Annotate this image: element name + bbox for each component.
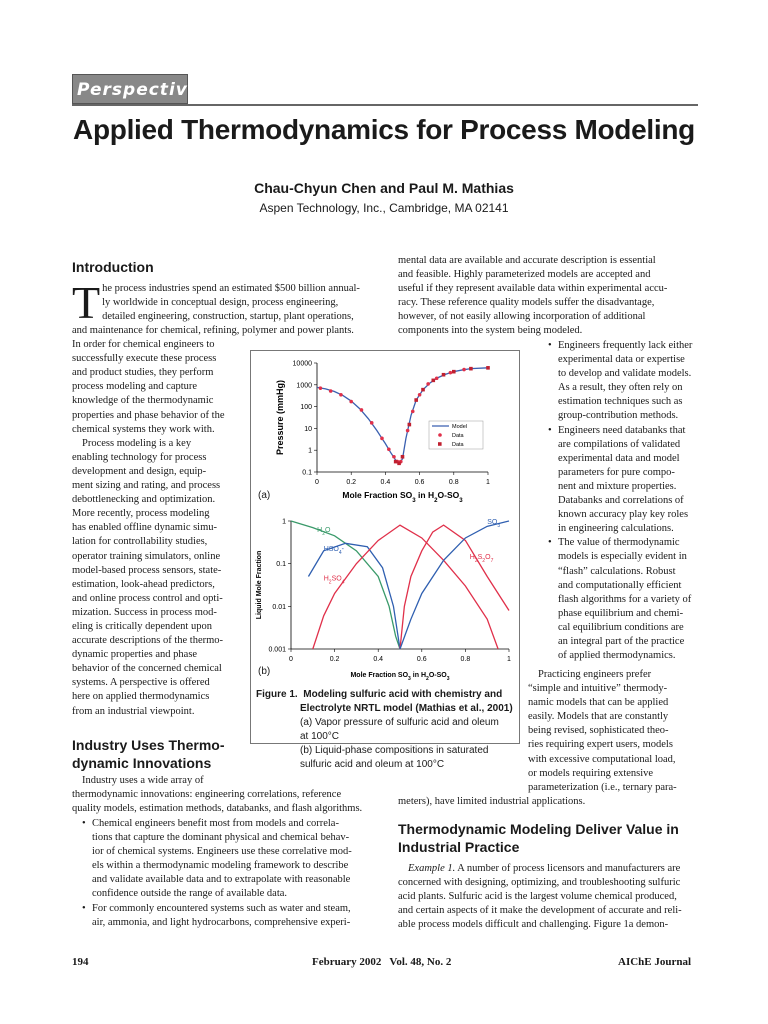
text-line: from an industrial viewpoint.: [72, 705, 195, 717]
text-line: and certain aspects of it make the development of accurate and reli-: [398, 905, 682, 917]
y-tick-label: 1: [282, 518, 286, 526]
text-line: lation for controllability studies,: [72, 536, 208, 548]
caption-title-2: Electrolyte NRTL model (Mathias et al., 2001): [300, 703, 513, 714]
data-point: [486, 366, 490, 370]
data-point: [387, 447, 391, 451]
caption-a-1: (a) Vapor pressure of sulfuric acid and oleum: [300, 717, 499, 728]
data-point: [418, 393, 422, 397]
text-line: cal equilibrium conditions are: [558, 621, 684, 633]
industry-paragraph: [72, 774, 375, 816]
y-tick-label: 0.1: [302, 469, 312, 477]
text-line: Databanks and correlations of: [558, 495, 684, 507]
footer-issue: February 2002 Vol. 48, No. 2: [312, 956, 452, 968]
series-line-h2o: [291, 521, 400, 649]
text-line: chemical systems they work with.: [72, 423, 215, 435]
text-line: accurate descriptions of the thermo-: [72, 635, 224, 647]
text-line: or models requiring extensive: [528, 767, 654, 779]
caption-b-2: sulfuric acid and oleum at 100°C: [300, 759, 445, 770]
text-line: group-contribution methods.: [558, 410, 679, 422]
intro-paragraph: [72, 277, 375, 328]
intro-heading: Introduction: [72, 259, 154, 275]
text-line: quality models, estimation methods, databanks, and flash algorithms.: [72, 803, 363, 815]
text-line: experimental data and model: [558, 452, 680, 464]
text-line: estimation techniques such as: [558, 396, 683, 408]
text-line: knowledge of the thermodynamic: [72, 395, 214, 407]
text-line: operator training simulators, online: [72, 550, 221, 562]
y-axis-label: Liquid Mole Fraction: [256, 550, 263, 620]
text-line: els within a thermodynamic modeling framework to describe: [92, 860, 349, 872]
heading-line: Thermodynamic Modeling Deliver Value in: [398, 821, 679, 837]
text-line: acid plants. Sulfuric acid is the largest volume chemical produced,: [398, 891, 677, 903]
data-point: [449, 371, 453, 375]
series-line-h2so4: [313, 525, 498, 649]
text-line: concerned with designing, optimizing, and troubleshooting sulfuric: [398, 877, 681, 889]
article-affiliation: Aspen Technology, Inc., Cambridge, MA 02141: [259, 201, 509, 215]
text-line: to develop and validate models.: [558, 368, 692, 380]
series-annotation: $HSO_4-$: [323, 545, 345, 556]
data-point: [392, 455, 396, 459]
data-point: [394, 460, 398, 464]
caption-label: Figure 1.: [256, 689, 298, 700]
x-tick-label: 0.2: [346, 479, 357, 486]
x-tick-label: 0.8: [460, 656, 471, 663]
text-line: ment sizing and rating, and process: [72, 480, 221, 492]
text-line: detailed engineering, construction, startup, plant operations,: [102, 311, 354, 323]
text-line: successfully execute these process: [72, 353, 217, 365]
data-point: [329, 389, 333, 393]
text-line: properties and phase behavior of the: [72, 409, 225, 421]
data-point: [431, 379, 435, 383]
text-line: ries requiring expert users, models: [528, 739, 673, 751]
x-tick-label: 0: [289, 656, 293, 663]
x-tick-label: 1: [507, 656, 511, 663]
text-line: and online process control and opti-: [72, 592, 223, 604]
data-point: [339, 393, 343, 397]
bullet-item: [548, 424, 698, 537]
text-line: has enabled offline dynamic simu-: [72, 522, 218, 534]
data-point: [380, 437, 384, 441]
text-line: “flash” calculations. Robust: [558, 565, 676, 577]
industry-bullets: [82, 817, 375, 930]
data-point: [408, 423, 412, 427]
text-line: and validate available data and to extrapolate with reasonable: [92, 874, 351, 886]
y-tick-label: 0.01: [272, 603, 286, 611]
example-label: Example 1.: [408, 863, 456, 874]
bullet-item: [548, 536, 698, 663]
article-title: Applied Thermodynamics for Process Modeling: [73, 114, 695, 145]
chart-a: [275, 361, 490, 504]
data-point: [349, 400, 353, 404]
text-line: being revised, sophisticated theo-: [528, 725, 669, 737]
bullet-item: [548, 339, 698, 424]
text-line: with excessive computational load,: [528, 753, 676, 765]
text-line: ior of chemical systems. Engineers use these correlative mod-: [92, 846, 352, 858]
text-line: mization. Success in process mod-: [72, 606, 217, 618]
text-line: experimental data or expertise: [558, 354, 685, 366]
x-tick-label: 0.4: [380, 479, 391, 486]
bullet-item: [82, 902, 375, 930]
x-tick-label: 0: [315, 479, 319, 486]
text-line: • The value of thermodynamic: [558, 537, 680, 549]
text-line: In order for chemical engineers to: [72, 339, 215, 351]
text-line: [398, 862, 698, 876]
data-point: [319, 386, 323, 390]
text-line: in engineering calculations.: [558, 523, 674, 535]
col2-intro: [398, 254, 698, 339]
y-tick-label: 0.1: [276, 561, 286, 569]
legend-label: Data: [452, 442, 464, 448]
text-line: development and design, equip-: [72, 465, 207, 477]
y-tick-label: 1000: [296, 382, 312, 390]
text-line: namic models that can be applied: [528, 697, 669, 709]
text-line: Practicing engineers prefer: [538, 669, 652, 680]
text-line: behavior of the concerned chemical: [72, 663, 222, 675]
text-line: debottlenecking and optimization.: [72, 494, 216, 506]
perspective-badge: Perspective: [72, 74, 188, 104]
bullet-item: [82, 817, 375, 902]
footer-journal: AIChE Journal: [618, 956, 692, 968]
text-line: process modeling and capture: [72, 381, 198, 393]
col2-bullets: [548, 339, 698, 663]
text-line: flash algorithms for a variety of: [558, 593, 692, 605]
data-point: [435, 376, 439, 380]
text-line: and product studies, they perform: [72, 367, 214, 379]
x-tick-label: 1: [486, 479, 490, 486]
data-point: [421, 388, 425, 392]
text-line: useful if they represent available data within experimental accu-: [398, 283, 668, 295]
example-paragraph: [398, 862, 698, 932]
caption-b-1: (b) Liquid-phase compositions in saturated: [300, 745, 489, 756]
bullet-list: [82, 817, 375, 930]
dropcap: T: [72, 277, 101, 328]
data-point: [442, 373, 446, 377]
x-axis-label: Mole Fraction $SO_3$ in $H_2O-SO_3$: [350, 672, 450, 681]
text-line: parameterization (i.e., ternary para-: [528, 781, 677, 793]
text-line: able process models difficult and challenging. Figure 1a demon-: [398, 919, 669, 931]
data-point: [360, 408, 364, 412]
text-line: an integral part of the practice: [558, 635, 685, 647]
text-line: tions that capture the dominant physical and chemical behav-: [92, 832, 350, 844]
y-tick-label: 1: [308, 447, 312, 455]
text-line: estimation, look-ahead predictors,: [72, 578, 215, 590]
chart-b: [256, 519, 511, 682]
caption-title-1: Modeling sulfuric acid with chemistry and: [303, 689, 503, 700]
text-line: components into the system being modeled.: [398, 325, 583, 337]
series-annotation: $H_2S_2O_7$: [469, 553, 494, 564]
value-heading: [398, 820, 679, 856]
heading-line: Industrial Practice: [398, 839, 520, 855]
series-line-h2s2o7: [400, 525, 509, 649]
x-tick-label: 0.8: [448, 479, 459, 486]
text-fragment: A number of process licensors and manufacturers are: [455, 863, 681, 874]
text-line: of applied thermodynamics.: [558, 650, 676, 662]
text-line: and computationally efficient: [558, 579, 682, 591]
article-authors: Chau-Chyun Chen and Paul M. Mathias: [254, 180, 514, 196]
legend-label: Data: [452, 433, 464, 439]
text-line: eling is critically dependent upon: [72, 620, 212, 632]
text-line: are compilations of validated: [558, 438, 681, 450]
text-line: dynamic properties and phase: [72, 649, 198, 661]
panel-b-label: (b): [258, 666, 271, 677]
data-point: [414, 398, 418, 402]
figure-caption: [256, 688, 514, 772]
text-line: easily. Models that are constantly: [528, 711, 669, 723]
text-line: As a result, they often rely on: [558, 382, 683, 394]
text-line: and maintenance for chemical, refining, polymer and power plants.: [72, 325, 354, 336]
caption-a-2: at 100°C: [300, 731, 340, 742]
bullet-list: [548, 339, 698, 663]
text-line: More recently, process modeling: [72, 508, 210, 520]
text-line: confidence outside the range of available data.: [92, 888, 288, 900]
x-tick-label: 0.6: [416, 656, 427, 663]
heading-line: Industry Uses Thermo-: [72, 737, 225, 753]
text-line: model-based process sensors, state-: [72, 564, 222, 576]
legend: [429, 421, 483, 449]
text-line: • Chemical engineers benefit most from models and correla-: [92, 818, 339, 829]
series-annotation: $H_2O$: [317, 527, 331, 538]
header-rule: [72, 104, 698, 106]
text-line: here on applied thermodynamics: [72, 691, 210, 703]
text-line: ly worldwide in conceptual design, process engineering,: [102, 297, 339, 309]
panel-a-label: (a): [258, 490, 271, 501]
text-line: nent and mixture properties.: [558, 480, 677, 492]
text-line: systems. A perspective is offered: [72, 677, 210, 689]
data-point: [411, 410, 415, 414]
text-line: models is especially evident in: [558, 551, 687, 563]
data-point: [406, 429, 410, 433]
text-line: thermodynamic innovations: engineering correlations, reference: [72, 789, 342, 801]
text-line: known accuracy play key roles: [558, 509, 689, 521]
x-tick-label: 0.2: [329, 656, 340, 663]
text-line: air, ammonia, and light hydrocarbons, comprehensive experi-: [92, 916, 351, 928]
x-axis-label: Mole Fraction $SO_3$ in $H_2O-SO_3$: [342, 490, 463, 504]
text-line: phase equilibrium and chemi-: [558, 607, 684, 619]
text-line: “simple and intuitive” thermody-: [528, 683, 668, 695]
y-tick-label: 0.001: [268, 646, 286, 654]
data-point: [397, 462, 401, 466]
data-point: [469, 367, 473, 371]
text-line: Industry uses a wide array of: [82, 775, 204, 786]
text-line: racy. These reference quality models suffer the disadvantage,: [398, 297, 655, 309]
text-line: he process industries spend an estimated $500 billion annual-: [102, 283, 360, 294]
series-annotation: $H_2SO_4$: [323, 575, 345, 586]
text-line: • Engineers need databanks that: [558, 424, 686, 436]
industry-heading: [72, 736, 224, 772]
text-line: Process modeling is a key: [82, 437, 192, 449]
text-line: and feasible. Highly parameterized models are accepted and: [398, 269, 651, 281]
meters-line: [398, 795, 698, 809]
legend-swatch-data2: [438, 442, 442, 446]
text-line: • Engineers frequently lack either: [558, 340, 693, 351]
text-line: enabling technology for process: [72, 451, 207, 463]
legend-label: Model: [452, 424, 467, 430]
text-line: parameters for pure compo-: [558, 466, 675, 478]
y-tick-label: 100: [300, 404, 312, 412]
data-point: [401, 455, 405, 459]
text-line: mental data are available and accurate description is essential: [398, 255, 656, 266]
legend-swatch-data: [438, 433, 442, 437]
data-point: [462, 368, 466, 372]
data-point: [370, 421, 374, 425]
y-tick-label: 10: [304, 425, 312, 433]
series-annotation: $SO_3$: [487, 519, 501, 530]
y-axis-label: Pressure (mmHg): [275, 379, 285, 456]
data-point: [452, 370, 456, 374]
text-line: • For commonly encountered systems such as water and steam,: [92, 902, 351, 914]
text-line: meters), have limited industrial applications.: [398, 796, 586, 807]
footer-page-number: 194: [72, 956, 89, 968]
y-tick-label: 10000: [292, 360, 312, 368]
heading-line: dynamic Innovations: [72, 755, 212, 771]
figure-1-charts: [251, 351, 517, 681]
x-tick-label: 0.4: [373, 656, 384, 663]
x-tick-label: 0.6: [414, 479, 425, 486]
text-line: however, of not easily allowing incorporation of additional: [398, 311, 646, 323]
practicing-paragraph: [528, 668, 698, 795]
data-point: [426, 382, 430, 386]
series-line-hso4: [308, 543, 400, 649]
